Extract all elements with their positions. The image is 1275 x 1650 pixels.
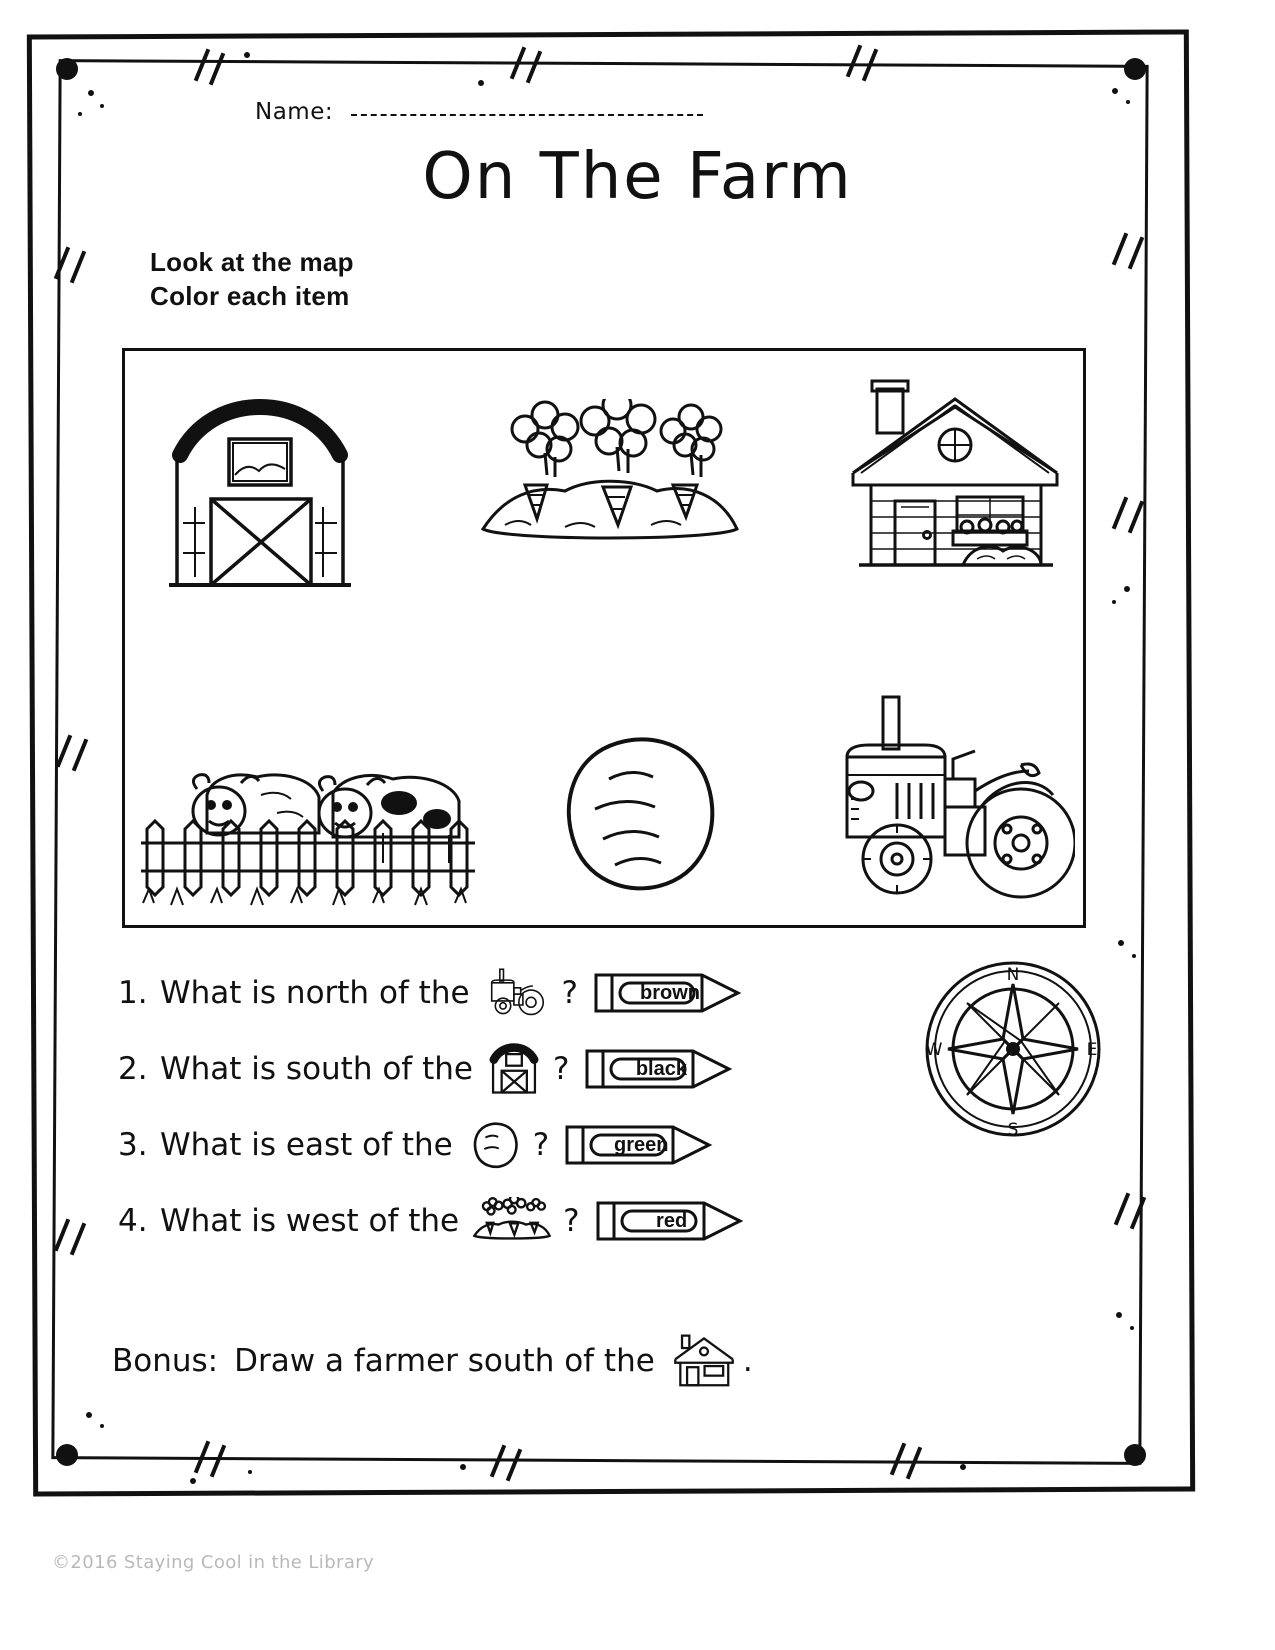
crayon-swatch[interactable] [563, 1119, 713, 1171]
instructions-line-2: Color each item [150, 281, 350, 312]
question-number: 4. [118, 1203, 148, 1239]
potato-icon [455, 1119, 525, 1171]
tractor-icon [472, 967, 554, 1019]
map-item-cows-in-pen [137, 737, 497, 917]
question-mark: ? [563, 1203, 580, 1239]
map-item-potato [555, 723, 735, 903]
questions-list [118, 955, 938, 1259]
crayon-swatch[interactable] [592, 967, 742, 1019]
name-input-blank[interactable] [351, 98, 703, 116]
question-mark: ? [532, 1127, 550, 1163]
question-mark: ? [552, 1051, 570, 1087]
copyright-notice: ©2016 Staying Cool in the Library [52, 1552, 375, 1573]
compass-label-west: W [925, 1040, 943, 1060]
question-text: What is east of the [160, 1127, 453, 1163]
question-row [118, 1107, 938, 1183]
bonus-label: Bonus: [112, 1343, 219, 1379]
question-row [118, 1031, 938, 1107]
compass-label-east: E [1086, 1040, 1098, 1060]
crayon-color-label: black [635, 1057, 687, 1080]
question-number: 3. [118, 1127, 148, 1163]
map-item-farmhouse [845, 369, 1065, 589]
bonus-period: . [742, 1343, 753, 1379]
name-label: Name: [255, 99, 334, 125]
question-number: 1. [118, 975, 148, 1011]
crayon-color-label: red [656, 1209, 688, 1232]
crayon-color-label: green [614, 1133, 669, 1156]
compass-label-south: S [1007, 1120, 1019, 1140]
crayon-color-label: brown [640, 981, 701, 1004]
barn-icon [475, 1040, 545, 1098]
question-row [118, 955, 938, 1031]
carrot-garden-icon [461, 1197, 555, 1245]
question-text: What is north of the [160, 975, 470, 1011]
crayon-swatch[interactable] [583, 1043, 733, 1095]
page-title: On The Farm [422, 140, 853, 214]
farm-map [122, 348, 1086, 928]
name-field-row [255, 98, 703, 125]
map-item-carrot-garden [465, 399, 755, 559]
question-text: What is south of the [160, 1051, 473, 1087]
instructions-line-1: Look at the map [150, 247, 354, 277]
instructions [150, 245, 354, 314]
question-number: 2. [118, 1051, 148, 1087]
question-mark: ? [561, 975, 579, 1011]
map-item-barn [155, 377, 365, 607]
question-row [118, 1183, 938, 1259]
bonus-text: Draw a farmer south of the [234, 1343, 655, 1379]
bonus-row [112, 1330, 753, 1392]
question-text: What is west of the [160, 1203, 460, 1239]
compass-rose [922, 958, 1104, 1140]
map-item-tractor [825, 687, 1075, 917]
crayon-swatch[interactable] [594, 1195, 744, 1247]
compass-label-north: N [1006, 965, 1020, 985]
farmhouse-icon [657, 1330, 737, 1392]
